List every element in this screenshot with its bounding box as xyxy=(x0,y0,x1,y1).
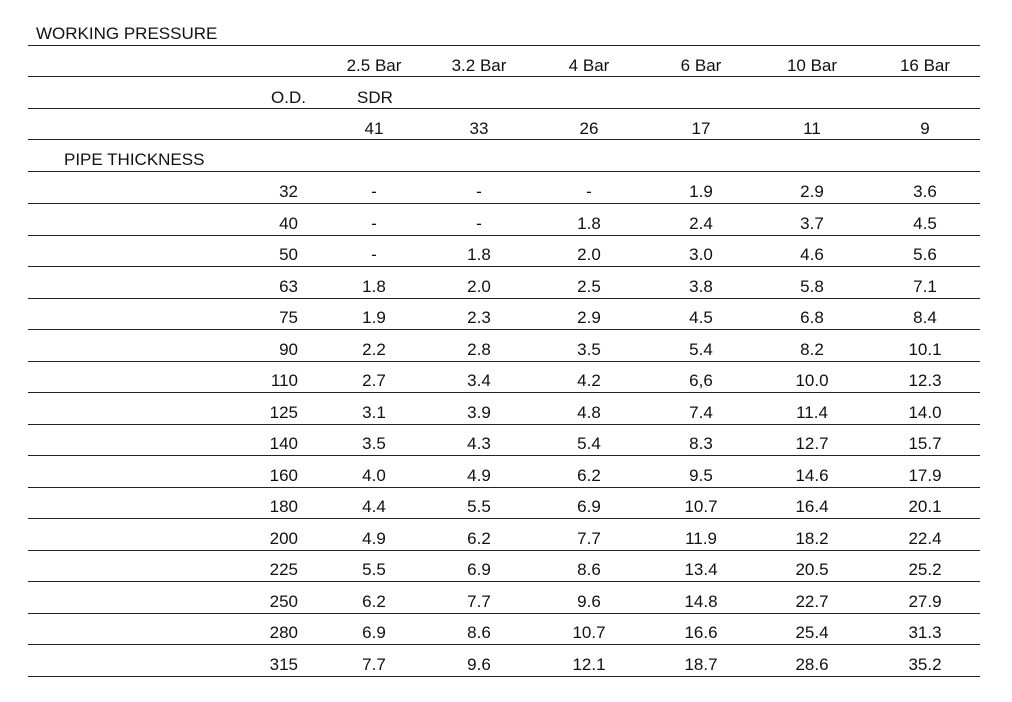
rule-line xyxy=(28,266,980,267)
table-row xyxy=(0,335,1012,367)
table-row xyxy=(0,587,1012,619)
thickness-cell: 6.2 xyxy=(467,528,491,548)
thickness-cell: 6.2 xyxy=(577,465,601,485)
pressure-header-cell: 6 Bar xyxy=(680,56,722,75)
rule-line xyxy=(28,487,980,488)
pipe-thickness-label: PIPE THICKNESS xyxy=(64,150,205,169)
thickness-cell: 5.6 xyxy=(913,245,937,264)
thickness-cell: - xyxy=(371,213,377,233)
sdr-label: SDR xyxy=(357,88,393,107)
thickness-cell: 10.7 xyxy=(572,623,606,642)
thickness-cell: 3.8 xyxy=(689,276,713,296)
working-pressure-row xyxy=(0,19,1012,51)
rule-line xyxy=(28,455,980,456)
od-cell: 63 xyxy=(279,276,298,296)
table-row xyxy=(0,209,1012,241)
table-row xyxy=(0,650,1012,682)
sdr-value-cell: 9 xyxy=(920,119,930,138)
od-cell: 75 xyxy=(279,308,298,327)
thickness-cell: 2.7 xyxy=(362,371,386,390)
thickness-cell: 7.7 xyxy=(577,528,601,548)
thickness-cell: 12.3 xyxy=(908,371,942,390)
thickness-cell: 5.5 xyxy=(467,497,491,516)
thickness-cell: 4.4 xyxy=(362,497,386,516)
od-cell: 250 xyxy=(269,591,298,611)
thickness-cell: 22.7 xyxy=(795,591,829,611)
pressure-header-cell: 4 Bar xyxy=(568,56,610,75)
pipe-thickness-row xyxy=(0,145,1012,177)
thickness-cell: 1.8 xyxy=(362,276,386,296)
rule-line xyxy=(28,171,980,172)
thickness-cell: 17.9 xyxy=(908,465,942,485)
thickness-cell: 10.7 xyxy=(684,497,718,516)
pressure-header-cell: 2.5 Bar xyxy=(346,56,402,75)
thickness-cell: 2.9 xyxy=(800,182,824,201)
od-cell: 315 xyxy=(269,654,298,674)
sdr-values-row xyxy=(0,114,1012,146)
thickness-cell: 7.7 xyxy=(467,591,491,611)
table-row xyxy=(0,303,1012,335)
table-row xyxy=(0,398,1012,430)
rule-line xyxy=(28,613,980,614)
thickness-cell: 2.2 xyxy=(362,339,386,359)
od-cell: 32 xyxy=(279,182,298,201)
thickness-cell: 8.4 xyxy=(913,308,937,327)
thickness-cell: 4.0 xyxy=(362,465,386,485)
rule-line xyxy=(28,76,980,77)
thickness-cell: 12.7 xyxy=(795,434,829,453)
od-cell: 40 xyxy=(279,213,298,233)
sdr-value-cell: 17 xyxy=(691,119,711,138)
thickness-cell: - xyxy=(371,245,377,264)
thickness-cell: 3.5 xyxy=(362,434,386,453)
pressure-header-cell: 16 Bar xyxy=(899,56,951,75)
thickness-cell: 3.9 xyxy=(467,402,491,422)
thickness-cell: 4.8 xyxy=(577,402,601,422)
thickness-cell: 8.6 xyxy=(577,560,601,579)
rule-line xyxy=(28,676,980,677)
thickness-cell: 2.3 xyxy=(467,308,491,327)
thickness-cell: 4.9 xyxy=(467,465,491,485)
thickness-cell: 7.4 xyxy=(689,402,713,422)
table-row xyxy=(0,524,1012,556)
thickness-cell: 4.6 xyxy=(800,245,824,264)
od-cell: 200 xyxy=(269,528,298,548)
od-cell: 50 xyxy=(279,245,298,264)
thickness-cell: 13.4 xyxy=(684,560,718,579)
thickness-cell: 6.9 xyxy=(577,497,601,516)
thickness-cell: 9.6 xyxy=(467,654,491,674)
thickness-cell: 16.4 xyxy=(795,497,829,516)
sdr-value-cell: 33 xyxy=(469,119,489,138)
od-cell: 280 xyxy=(269,623,298,642)
thickness-cell: 5.5 xyxy=(362,560,386,579)
thickness-cell: 14.0 xyxy=(908,402,942,422)
rule-line xyxy=(28,518,980,519)
rule-line xyxy=(28,329,980,330)
thickness-cell: 1.9 xyxy=(362,308,386,327)
thickness-cell: 14.8 xyxy=(684,591,718,611)
table-row xyxy=(0,366,1012,398)
thickness-cell: 20.5 xyxy=(795,560,829,579)
thickness-cell: 2.0 xyxy=(577,245,601,264)
thickness-cell: - xyxy=(371,182,377,201)
table-row xyxy=(0,492,1012,524)
thickness-cell: 1.8 xyxy=(577,213,601,233)
table-row xyxy=(0,272,1012,304)
thickness-cell: 6.9 xyxy=(362,623,386,642)
thickness-cell: 3.0 xyxy=(689,245,713,264)
thickness-cell: 3.1 xyxy=(362,402,386,422)
thickness-cell: 12.1 xyxy=(572,654,606,674)
thickness-cell: 20.1 xyxy=(908,497,942,516)
thickness-cell: 11.9 xyxy=(685,528,717,548)
rule-line xyxy=(28,298,980,299)
rule-line xyxy=(28,550,980,551)
thickness-cell: 4.9 xyxy=(362,528,386,548)
od-sdr-label-row xyxy=(0,83,1012,115)
table-row xyxy=(0,177,1012,209)
rule-line xyxy=(28,424,980,425)
thickness-cell: 25.2 xyxy=(908,560,942,579)
thickness-cell: 18.2 xyxy=(795,528,829,548)
rule-line xyxy=(28,139,980,140)
rule-line xyxy=(28,361,980,362)
thickness-cell: 4.3 xyxy=(467,434,491,453)
sdr-value-cell: 41 xyxy=(364,119,384,138)
thickness-cell: 11.4 xyxy=(796,402,828,422)
pressure-header-cell: 10 Bar xyxy=(786,56,838,75)
rule-line xyxy=(28,45,980,46)
thickness-cell: 31.3 xyxy=(908,623,942,642)
rule-line xyxy=(28,235,980,236)
thickness-cell: 2.5 xyxy=(577,276,601,296)
table-row xyxy=(0,461,1012,493)
thickness-cell: 1.8 xyxy=(467,245,491,264)
thickness-cell: 4.5 xyxy=(689,308,713,327)
thickness-cell: 3.5 xyxy=(577,339,601,359)
thickness-cell: 1.9 xyxy=(689,182,713,201)
thickness-cell: 14.6 xyxy=(795,465,829,485)
od-cell: 110 xyxy=(270,371,298,390)
thickness-cell: 8.6 xyxy=(467,623,491,642)
thickness-cell: 10.1 xyxy=(908,339,942,359)
thickness-cell: 35.2 xyxy=(908,654,942,674)
table-row xyxy=(0,240,1012,272)
rule-line xyxy=(28,203,980,204)
pressure-header-row xyxy=(0,51,1012,83)
thickness-cell: 2.0 xyxy=(467,276,491,296)
thickness-cell: 3.4 xyxy=(467,371,491,390)
thickness-cell: 5.8 xyxy=(800,276,824,296)
od-cell: 90 xyxy=(279,339,298,359)
thickness-cell: 28.6 xyxy=(795,654,829,674)
rule-line xyxy=(28,581,980,582)
thickness-cell: 2.4 xyxy=(689,213,713,233)
thickness-cell: 4.2 xyxy=(577,371,601,390)
thickness-cell: - xyxy=(586,182,592,201)
thickness-cell: 7.7 xyxy=(362,654,386,674)
rule-line xyxy=(28,108,980,109)
thickness-cell: 5.4 xyxy=(689,339,713,359)
thickness-cell: 9.6 xyxy=(577,591,601,611)
pressure-header-cell: 3.2 Bar xyxy=(451,56,507,75)
table-row xyxy=(0,618,1012,650)
thickness-cell: 6.9 xyxy=(467,560,491,579)
thickness-cell: 6.8 xyxy=(800,308,824,327)
rule-line xyxy=(28,392,980,393)
table-row xyxy=(0,555,1012,587)
thickness-cell: - xyxy=(476,213,482,233)
od-label: O.D. xyxy=(271,88,306,107)
thickness-cell: 6.2 xyxy=(362,591,386,611)
thickness-cell: 27.9 xyxy=(908,591,942,611)
od-cell: 140 xyxy=(269,434,298,453)
thickness-cell: 25.4 xyxy=(795,623,829,642)
table-row xyxy=(0,429,1012,461)
thickness-cell: 10.0 xyxy=(795,371,829,390)
rule-line xyxy=(28,644,980,645)
working-pressure-label: WORKING PRESSURE xyxy=(36,24,218,43)
thickness-cell: 2.8 xyxy=(467,339,491,359)
thickness-cell: 16.6 xyxy=(684,623,718,642)
thickness-cell: 15.7 xyxy=(908,434,942,453)
thickness-cell: 8.2 xyxy=(800,339,824,359)
thickness-cell: 8.3 xyxy=(689,434,713,453)
thickness-cell: 9.5 xyxy=(689,465,713,485)
thickness-cell: 2.9 xyxy=(577,308,601,327)
thickness-cell: 4.5 xyxy=(913,213,937,233)
od-cell: 125 xyxy=(269,402,298,422)
thickness-cell: 6,6 xyxy=(689,371,713,390)
sdr-value-cell: 26 xyxy=(579,119,599,138)
thickness-cell: 5.4 xyxy=(577,434,601,453)
thickness-cell: 18.7 xyxy=(684,654,718,674)
od-cell: 225 xyxy=(269,560,298,579)
thickness-cell: 22.4 xyxy=(908,528,942,548)
thickness-cell: - xyxy=(476,182,482,201)
thickness-cell: 3.7 xyxy=(800,213,824,233)
od-cell: 160 xyxy=(269,465,298,485)
thickness-cell: 7.1 xyxy=(913,276,937,296)
od-cell: 180 xyxy=(269,497,298,516)
sdr-value-cell: 11 xyxy=(803,119,821,138)
thickness-cell: 3.6 xyxy=(913,182,937,201)
